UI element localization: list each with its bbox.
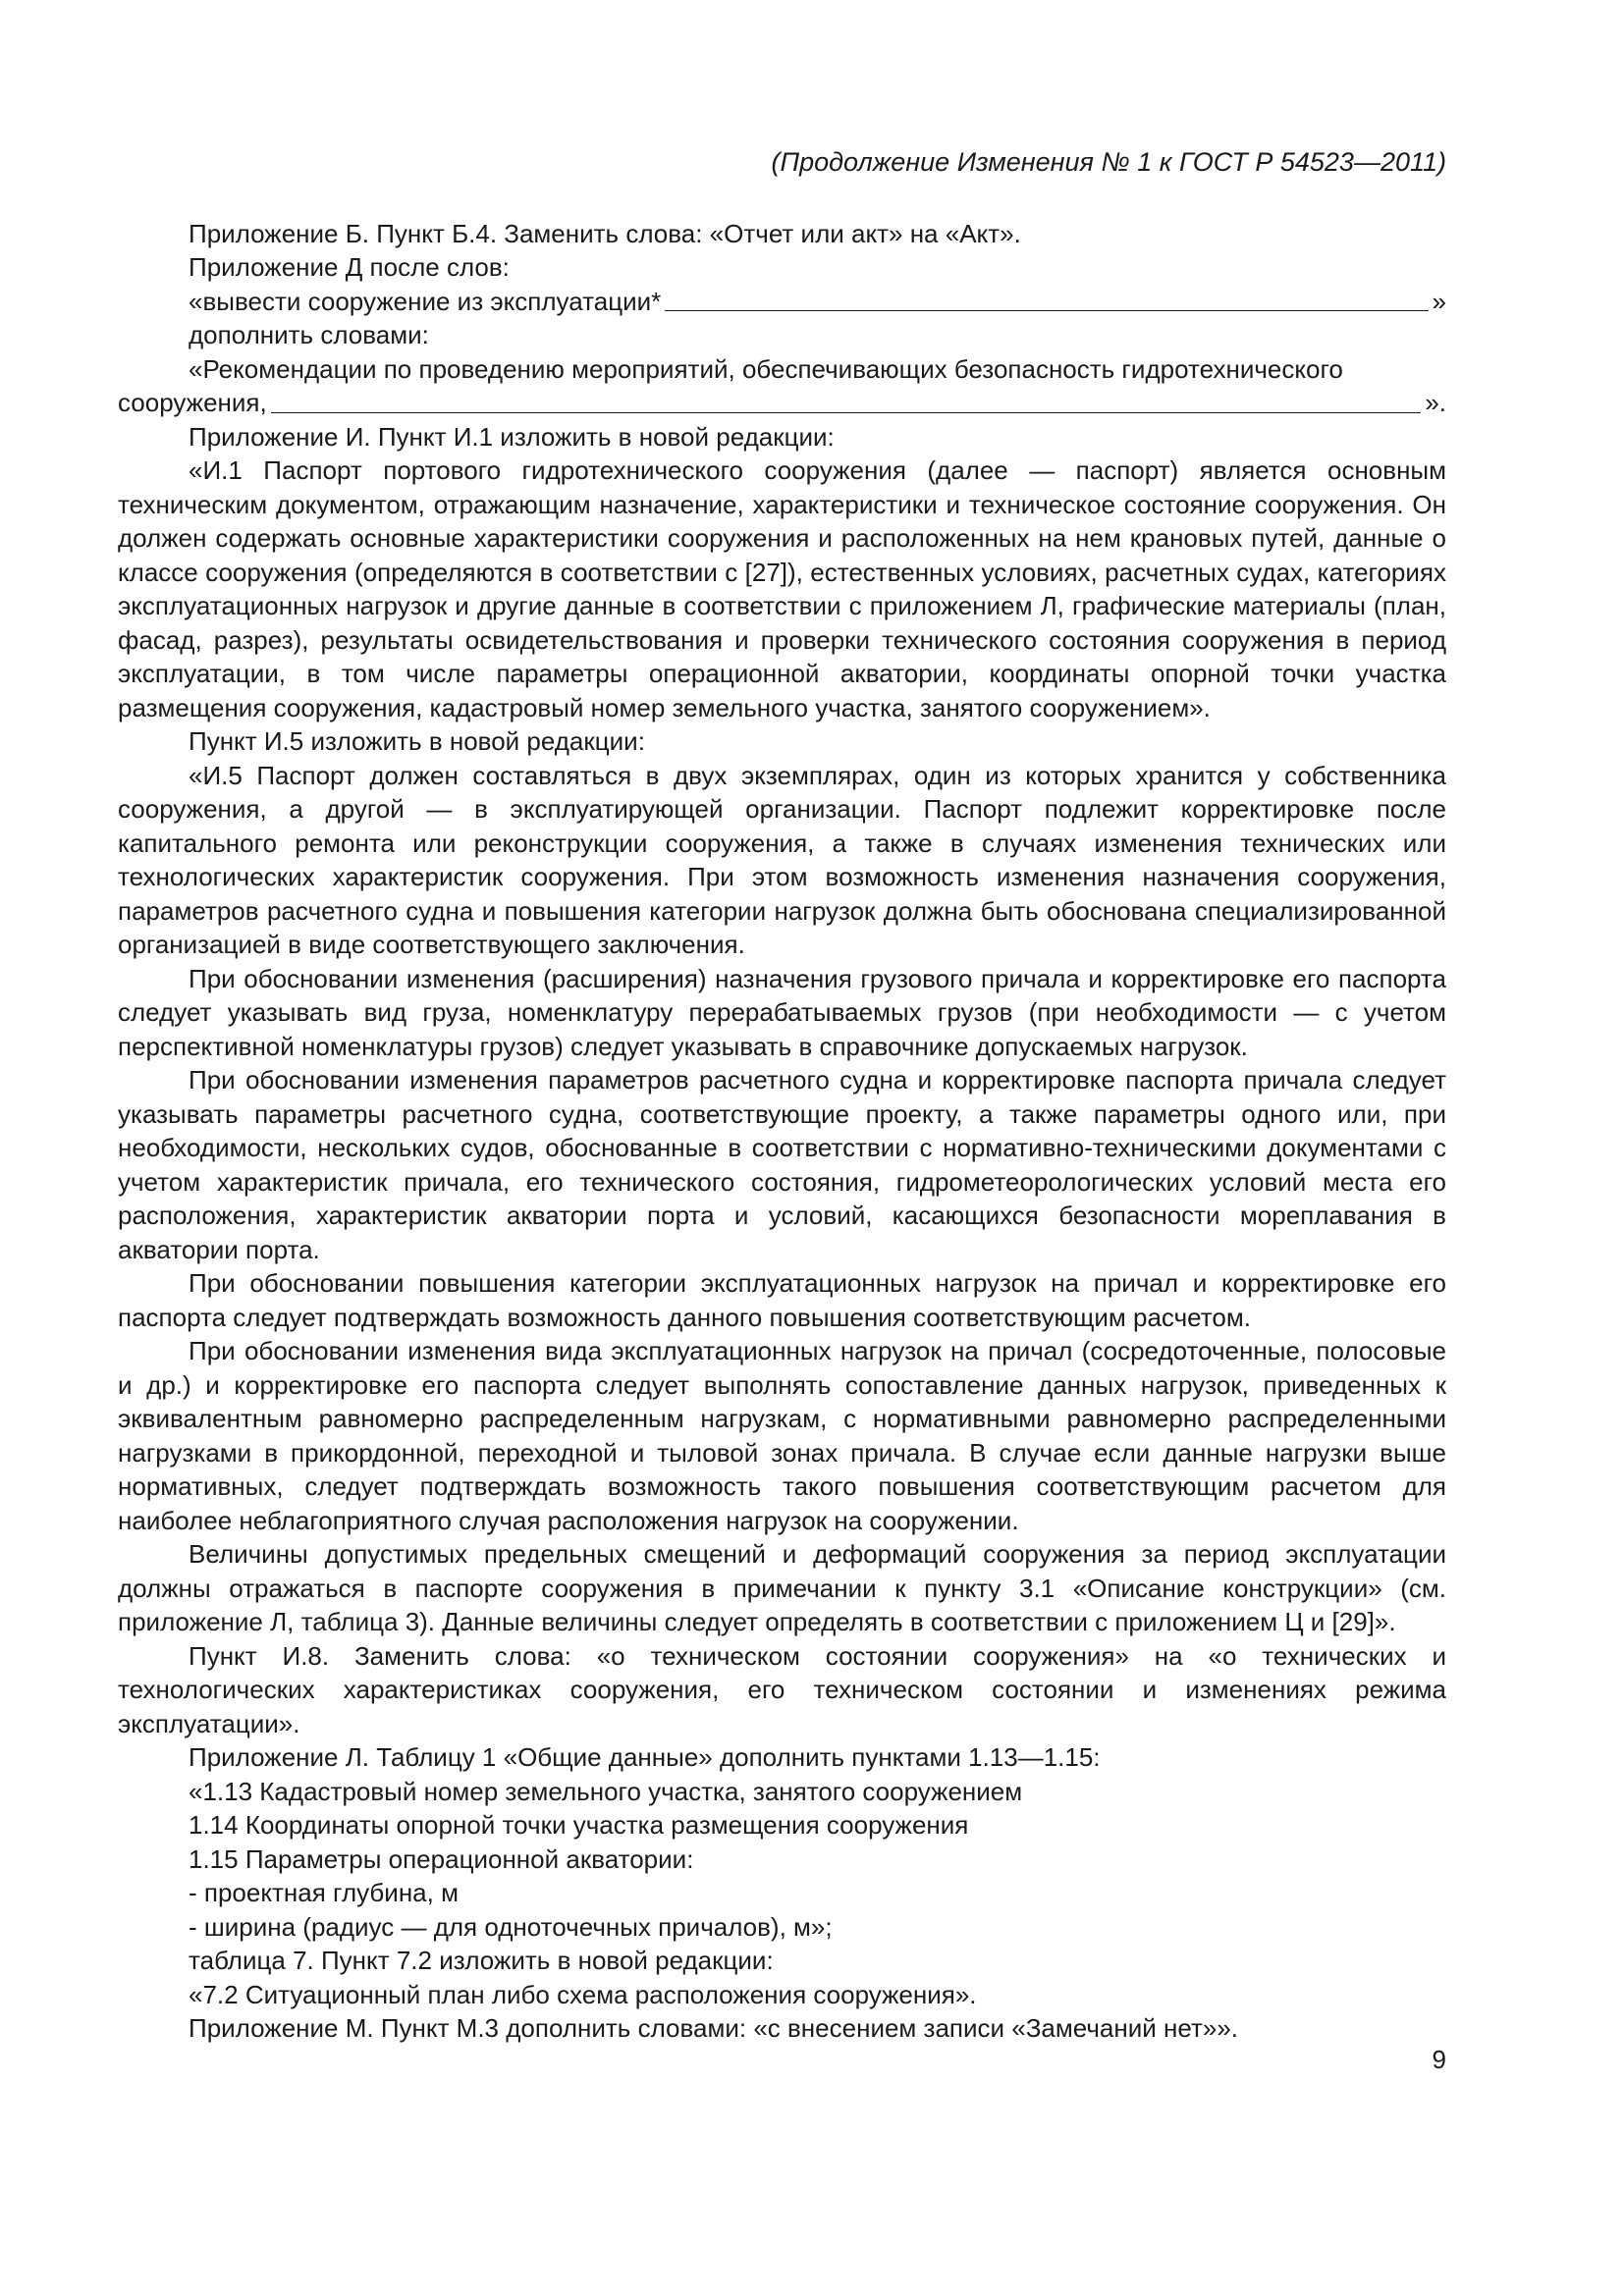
list-item-depth: - проектная глубина, м (189, 1878, 459, 1907)
paragraph-9: При обосновании изменения параметров расчетного судна и корректировке паспорта причала следует указывать параметры расчетного судна, соответствующие проекту, а также параметры одного или, при необходимости, нескольких судов, обоснованные в соответствии с нормативно-техническими документами с учетом характеристик причала, его технического состояния, гидрометеорологических условий места его расположения, характеристик акватории порта и условий, касающихся безопасности мореплавания в акватории порта. (118, 1065, 1446, 1264)
blank-line-2 (118, 386, 1446, 420)
recommend-paragraph: «Рекомендации по проведению мероприятий, обеспечивающих безопасность гидротехнического (189, 353, 1343, 384)
list-item-1-14: 1.14 Координаты опорной точки участка размещения сооружения (189, 1810, 969, 1840)
paragraph-7: «И.5 Паспорт должен составляться в двух экземплярах, один из которых хранится у собственника сооружения, а другой — в эксплуатирующей организации. Паспорт подлежит корректировке после капитального ремонта или реконструкции сооружения, а также в случаях изменения технических или технологических характеристик сооружения. При этом возможность изменения назначения сооружения, параметров расчетного судна и повышения категории нагрузок должна быть обоснована специализированной организацией в виде соответствующего заключения. (118, 760, 1446, 959)
blank-line-2-underline (271, 412, 1422, 413)
paragraph-6: Пункт И.5 изложить в новой редакции: (189, 726, 645, 756)
paragraph-2: Приложение Д после слов: (189, 252, 510, 282)
paragraph-8: При обосновании изменения (расширения) назначения грузового причала и корректировке его паспорта следует указывать вид груза, номенклатуру перерабатываемых грузов (при необходимости — с учетом перспективной номенклатуры грузов) следует указывать в справочнике допускаемых нагрузок. (118, 963, 1446, 1061)
paragraph-10: При обосновании повышения категории эксплуатационных нагрузок на причал и корректировке его паспорта следует подтверждать возможность данного повышения соответствующим расчетом. (118, 1268, 1446, 1332)
list-item-width: - ширина (радиус — для одноточечных причалов), м»; (189, 1911, 833, 1942)
paragraph-4: Приложение И. Пункт И.1 изложить в новой редакции: (189, 421, 835, 452)
list-item-1-13: «1.13 Кадастровый номер земельного участка, занятого сооружением (189, 1776, 1023, 1806)
page-number: 9 (1432, 2045, 1446, 2074)
paragraph-16: «7.2 Ситуационный план либо схема расположения сооружения». (189, 1979, 977, 2009)
paragraph-11: При обосновании изменения вида эксплуатационных нагрузок на причал (сосредоточенные, полосовые и др.) и корректировке его паспорта следует выполнять сопоставление данных нагрузок, приведенных к эквивалентным равномерно распределенным нагрузкам, с нормативными равномерно распределенными нагрузками в прикордонной, переходной и тыловой зонах причала. В случае если данные нагрузки выше нормативных, следует подтверждать возможность такого повышения соответствующим расчетом для наиболее неблагоприятного случая расположения нагрузок на сооружении. (118, 1336, 1446, 1535)
page-header: (Продолжение Изменения № 1 к ГОСТ Р 54523—2011) (771, 147, 1446, 177)
paragraph-12: Величины допустимых предельных смещений и деформаций сооружения за период эксплуатации должны отражаться в паспорте сооружения в примечании к пункту 3.1 «Описание конструкции» (см. приложение Л, таблица 3). Данные величины следует определять в соответствии с приложением Ц и [29]». (118, 1539, 1446, 1636)
blank-line-1-start: «вывести сооружение из эксплуатации* (189, 286, 662, 316)
paragraph-5: «И.1 Паспорт портового гидротехнического сооружения (далее — паспорт) является основным техническим документом, отражающим назначение, характеристики и техническое состояние сооружения. Он должен содержать основные характеристики сооружения и расположенных на нем крановых путей, данные о классе сооружения (определяются в соответствии с [27]), естественных условиях, расчетных судах, категориях эксплуатационных нагрузок и другие данные в соответствии с приложением Л, графические материалы (план, фасад, разрез), результаты освидетельствования и проверки технического состояния сооружения в период эксплуатации, в том числе параметры операционной акватории, координаты опорной точки участка размещения сооружения, кадастровый номер земельного участка, занятого сооружением». (118, 455, 1446, 722)
document-page (118, 145, 1446, 2046)
list-item-1-15: 1.15 Параметры операционной акватории: (189, 1843, 694, 1874)
blank-line-2-end: ». (1425, 388, 1446, 417)
paragraph-17: Приложение М. Пункт М.3 дополнить словами: «с внесением записи «Замечаний нет»». (189, 2013, 1238, 2043)
blank-line-1 (118, 285, 1446, 319)
paragraph-15: таблица 7. Пункт 7.2 изложить в новой редакции: (189, 1946, 774, 1975)
blank-line-1-underline (665, 310, 1428, 311)
blank-line-2-start: сооружения, (118, 388, 267, 417)
paragraph-13: Пункт И.8. Заменить слова: «о техническом состоянии сооружения» на «о технических и технологических характеристиках сооружения, его техническом состоянии и изменениях режима эксплуатации». (118, 1640, 1446, 1738)
paragraph-3: дополнить словами: (189, 320, 429, 349)
paragraph-1: Приложение Б. Пункт Б.4. Заменить слова: «Отчет или акт» на «Акт». (189, 218, 1021, 248)
blank-line-1-end: » (1432, 286, 1446, 316)
paragraph-14: Приложение Л. Таблицу 1 «Общие данные» дополнить пунктами 1.13—1.15: (189, 1742, 1101, 1772)
